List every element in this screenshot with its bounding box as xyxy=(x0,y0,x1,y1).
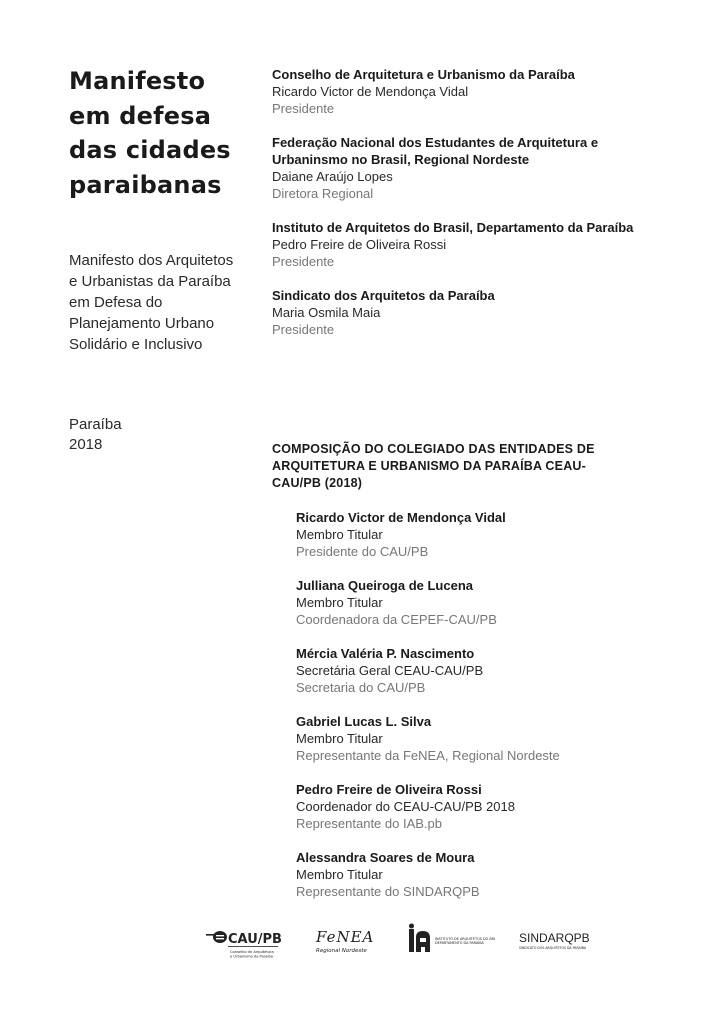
fenea-logo-text: FeNEA xyxy=(316,928,375,946)
coat-of-arms-icon xyxy=(200,925,282,965)
member-representation: Representante do IAB.pb xyxy=(296,816,442,831)
member-representation: Presidente do CAU/PB xyxy=(296,544,429,559)
member-representation: Coordenadora da CEPEF-CAU/PB xyxy=(296,612,497,627)
member-representation: Secretaria do CAU/PB xyxy=(296,680,426,695)
page-title: Manifesto em defesa das cidades paraibanas xyxy=(69,67,231,199)
year: 2018 xyxy=(69,436,103,453)
fenea-logo-subtext: Regional Nordeste xyxy=(316,948,367,954)
entity-person: Pedro Freire de Oliveira Rossi xyxy=(272,237,447,252)
place-year xyxy=(69,415,244,455)
member-block xyxy=(296,849,676,900)
member-block xyxy=(296,781,676,832)
entity-role: Presidente xyxy=(272,101,335,116)
member-name: Gabriel Lucas L. Silva xyxy=(296,714,432,729)
cau-logo-text: CAU/PB xyxy=(228,932,282,947)
entity-role: Diretora Regional xyxy=(272,186,374,201)
entity-role: Presidente xyxy=(272,254,335,269)
member-title: Membro Titular xyxy=(296,731,383,746)
entity-role: Presidente xyxy=(272,322,335,337)
svg-text:e Urbanismo da Paraíba: e Urbanismo da Paraíba xyxy=(230,954,273,959)
composition-heading: COMPOSIÇÃO DO COLEGIADO DAS ENTIDADES DE ARQUITETURA E URBANISMO DA PARAÍBA CEAU-CAU/PB (2018) xyxy=(272,442,595,490)
member-name: Julliana Queiroga de Lucena xyxy=(296,578,473,593)
iab-logo xyxy=(405,923,495,967)
entity-person: Maria Osmila Maia xyxy=(272,305,381,320)
member-title: Coordenador do CEAU-CAU/PB 2018 xyxy=(296,799,515,814)
entity-block xyxy=(272,287,692,338)
svg-text:INSTITUTO DE ARQUITETOS DO BRA: INSTITUTO DE ARQUITETOS DO BRASIL xyxy=(435,937,495,941)
entity-person: Daiane Araújo Lopes xyxy=(272,169,393,184)
member-representation: Representante da FeNEA, Regional Nordeste xyxy=(296,748,560,763)
member-name: Alessandra Soares de Moura xyxy=(296,850,475,865)
member-title: Membro Titular xyxy=(296,527,383,542)
member-title: Membro Titular xyxy=(296,867,383,882)
fenea-logo xyxy=(310,925,380,969)
member-representation: Representante do SINDARQPB xyxy=(296,884,480,899)
svg-text:Conselho de Arquitetura: Conselho de Arquitetura xyxy=(230,950,274,954)
entity-name: Sindicato dos Arquitetos da Paraíba xyxy=(272,288,495,303)
entity-block xyxy=(272,134,622,202)
sindarq-logo-text: SINDARQPB xyxy=(519,931,590,945)
place: Paraíba xyxy=(69,416,122,433)
subtitle: Manifesto dos Arquitetos e Urbanistas da Paraíba em Defesa do Planejamento Urbano Solidário e Inclusivo xyxy=(69,252,234,353)
entity-person: Ricardo Victor de Mendonça Vidal xyxy=(272,84,469,99)
entity-name: Conselho de Arquitetura e Urbanismo da Paraíba xyxy=(272,67,575,82)
sindarqpb-logo xyxy=(517,927,592,961)
member-block xyxy=(296,713,676,764)
member-block xyxy=(296,509,676,560)
svg-text:SINDICATO DOS ARQUITETOS DA PA: SINDICATO DOS ARQUITETOS DA PARAÍBA xyxy=(519,946,587,950)
member-name: Ricardo Victor de Mendonça Vidal xyxy=(296,510,506,525)
member-name: Pedro Freire de Oliveira Rossi xyxy=(296,782,482,797)
entity-name: Instituto de Arquitetos do Brasil, Departamento da Paraíba xyxy=(272,220,634,235)
member-block xyxy=(296,577,676,628)
entity-name: Federação Nacional dos Estudantes de Arquitetura e Urbaninsmo no Brasil, Regional Nordeste xyxy=(272,135,599,167)
cau-pb-logo xyxy=(200,925,282,969)
svg-text:DEPARTAMENTO DA PARAÍBA: DEPARTAMENTO DA PARAÍBA xyxy=(435,941,484,945)
entity-block xyxy=(272,66,692,117)
logos-strip xyxy=(0,915,724,965)
member-block xyxy=(296,645,676,696)
member-title: Membro Titular xyxy=(296,595,383,610)
member-title: Secretária Geral CEAU-CAU/PB xyxy=(296,663,484,678)
member-name: Mércia Valéria P. Nascimento xyxy=(296,646,475,661)
entity-block xyxy=(272,219,692,270)
